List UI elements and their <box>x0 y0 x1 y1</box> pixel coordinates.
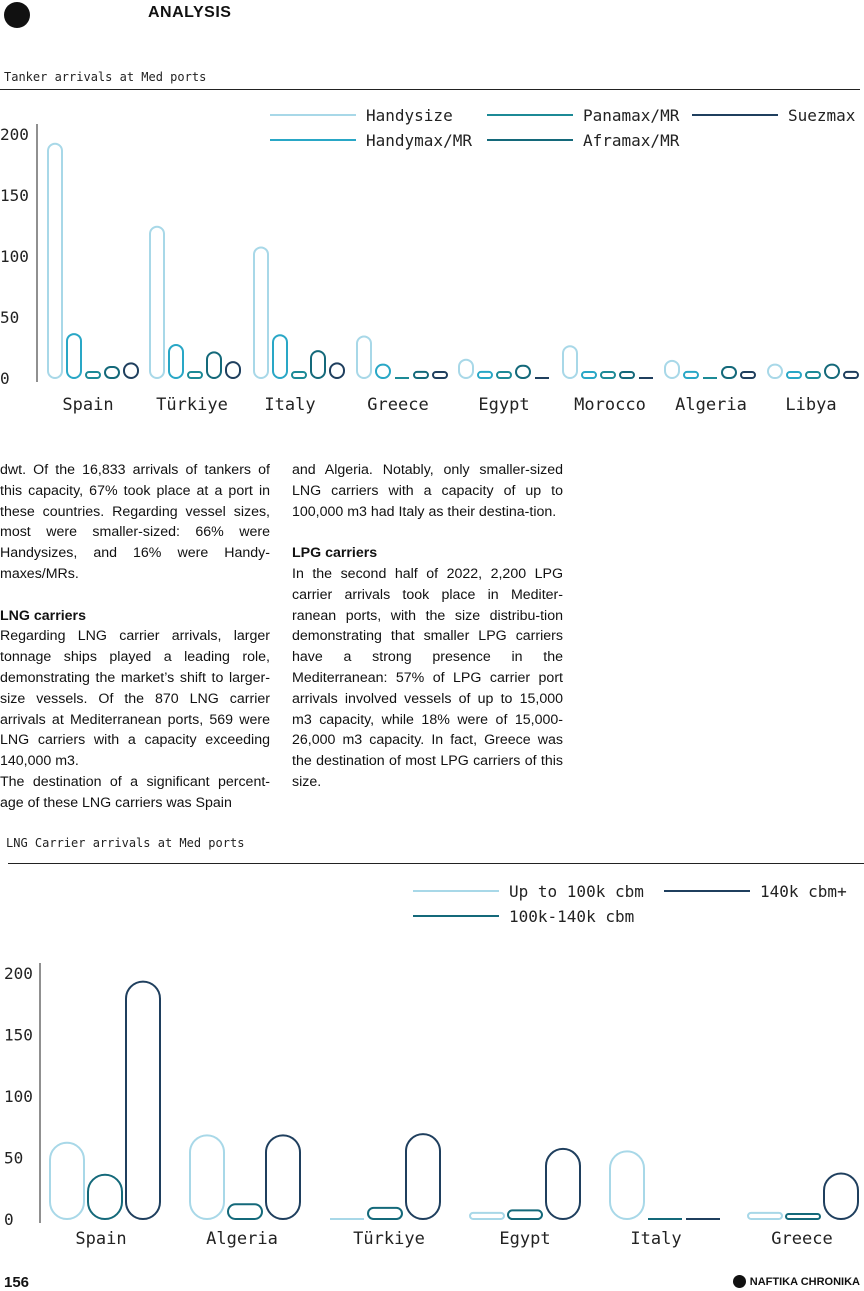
x-category-label: Türkiye <box>353 1229 425 1249</box>
bar-algeria-140k-cbm <box>266 1135 300 1219</box>
y-tick-label: 0 <box>0 369 10 388</box>
paragraph: In the second half of 2022, 2,200 LPG carrier arrivals took place in Mediter-ranean ports, with the size distribu-tion demonstrating that smaller LPG carriers have a strong presence in the Mediterranean: 57% of LPG carrier port arrivals involved vessels of up to 15,000 m3 capacity, while 18% were of 15,000-26,000 m3 capacity. In fact, Greece was the destination of most LPG carriers of this size. <box>292 565 563 790</box>
bar-greece-aframax-mr <box>414 372 428 378</box>
legend-label-up-to-100k-cbm: Up to 100k cbm <box>509 882 644 901</box>
bar-t-rkiye-panamax-mr <box>188 372 202 378</box>
y-tick-label: 100 <box>4 1087 33 1106</box>
x-category-label: Libya <box>785 395 837 415</box>
y-tick-label: 50 <box>0 308 20 327</box>
bar-algeria-handysize <box>665 361 679 378</box>
bar-spain-handysize <box>48 144 62 378</box>
x-category-label: Morocco <box>574 395 646 415</box>
lng-chart <box>0 868 864 1258</box>
bar-spain-aframax-mr <box>105 367 119 378</box>
legend-label-100k-140k-cbm: 100k-140k cbm <box>509 907 635 926</box>
legend-label-140k-cbm: 140k cbm+ <box>760 882 847 901</box>
publication-logo-icon <box>4 2 30 28</box>
bar-greece-handysize <box>357 337 371 378</box>
bar-algeria-100k-140k-cbm <box>228 1204 262 1219</box>
bar-greece-140k-cbm <box>824 1173 858 1219</box>
page-number: 156 <box>4 1274 30 1291</box>
x-category-label: Italy <box>630 1229 682 1249</box>
bar-egypt-handysize <box>459 360 473 378</box>
bar-libya-suezmax <box>844 372 858 378</box>
bar-algeria-handymax-mr <box>684 372 698 378</box>
bar-italy-handysize <box>254 247 268 378</box>
y-tick-label: 50 <box>4 1148 24 1168</box>
bar-greece-100k-140k-cbm <box>786 1214 820 1219</box>
tanker-chart-rule <box>0 89 860 90</box>
bar-greece-suezmax <box>433 372 447 378</box>
subheading: LPG carriers <box>292 545 378 562</box>
bar-morocco-panamax-mr <box>601 372 615 378</box>
bar-egypt-aframax-mr <box>516 366 530 378</box>
bar-italy-up-to-100k-cbm <box>610 1151 644 1219</box>
bar-algeria-aframax-mr <box>722 367 736 378</box>
bar-spain-100k-140k-cbm <box>88 1175 122 1219</box>
bar-egypt-up-to-100k-cbm <box>470 1213 504 1219</box>
bar-t-rkiye-handymax-mr <box>169 345 183 378</box>
bar-t-rkiye-aframax-mr <box>207 352 221 378</box>
y-tick-label: 200 <box>0 125 29 144</box>
y-tick-label: 200 <box>4 964 33 983</box>
bar-egypt-100k-140k-cbm <box>508 1210 542 1219</box>
lng-chart-title: LNG Carrier arrivals at Med ports <box>6 836 245 850</box>
bar-greece-handymax-mr <box>376 365 390 378</box>
paragraph: The destination of a significant percent-age of these LNG carriers was Spain <box>0 773 270 811</box>
x-category-label: Greece <box>367 395 429 415</box>
bar-italy-panamax-mr <box>292 372 306 378</box>
x-category-label: Egypt <box>499 1229 551 1249</box>
bar-italy-aframax-mr <box>311 351 325 378</box>
bar-egypt-handymax-mr <box>478 372 492 378</box>
paragraph: dwt. Of the 16,833 arrivals of tankers of this capacity, 67% took place at a port in these countries. Regarding vessel sizes, most were smaller-sized: 66% were Handysizes, and 16% were Handy-maxes/MRs. <box>0 462 270 582</box>
tanker-chart-title: Tanker arrivals at Med ports <box>4 70 207 84</box>
bar-libya-panamax-mr <box>806 372 820 378</box>
legend-label-handymax-mr: Handymax/MR <box>366 131 472 150</box>
x-category-label: Spain <box>62 395 114 415</box>
bar-algeria-up-to-100k-cbm <box>190 1135 224 1219</box>
lng-chart-rule <box>8 863 864 864</box>
legend-label-suezmax: Suezmax <box>788 106 856 125</box>
bar-libya-handymax-mr <box>787 372 801 378</box>
section-title: ANALYSIS <box>148 4 232 21</box>
bar-spain-up-to-100k-cbm <box>50 1143 84 1219</box>
bar-t-rkiye-100k-140k-cbm <box>368 1208 402 1219</box>
bar-t-rkiye-140k-cbm <box>406 1134 440 1219</box>
y-tick-label: 100 <box>0 247 29 266</box>
bar-egypt-panamax-mr <box>497 372 511 378</box>
bar-algeria-suezmax <box>741 372 755 378</box>
brand-footer <box>733 1275 860 1288</box>
bar-morocco-handysize <box>563 346 577 378</box>
bar-spain-handymax-mr <box>67 334 81 378</box>
x-category-label: Algeria <box>206 1229 278 1249</box>
bar-morocco-aframax-mr <box>620 372 634 378</box>
bar-t-rkiye-suezmax <box>226 362 240 378</box>
bar-spain-140k-cbm <box>126 982 160 1219</box>
x-category-label: Greece <box>771 1229 833 1249</box>
paragraph: and Algeria. Notably, only smaller-sized LNG carriers with a capacity of up to 100,000 m3 had Italy as their destina-tion. <box>292 462 563 520</box>
brand-name: NAFTIKA CHRONIKA <box>749 1275 860 1288</box>
paragraph: Regarding LNG carrier arrivals, larger tonnage ships played a leading role, demonstrating the market’s shift to larger-size vessels. Of the 870 LNG carrier arrivals at Mediterranean ports, 569 were LNG carriers with a capacity exceeding 140,000 m3. <box>0 628 270 770</box>
bar-italy-handymax-mr <box>273 335 287 378</box>
legend-label-panamax-mr: Panamax/MR <box>583 106 680 125</box>
bar-libya-aframax-mr <box>825 365 839 378</box>
subheading: LNG carriers <box>0 607 86 624</box>
bar-spain-panamax-mr <box>86 372 100 378</box>
x-category-label: Türkiye <box>156 395 228 415</box>
bar-libya-handysize <box>768 365 782 378</box>
x-category-label: Spain <box>75 1229 127 1249</box>
bar-egypt-140k-cbm <box>546 1149 580 1219</box>
text-column-1 <box>0 460 270 814</box>
y-tick-label: 0 <box>4 1210 14 1229</box>
legend-label-aframax-mr: Aframax/MR <box>583 131 680 150</box>
bar-spain-suezmax <box>124 363 138 378</box>
legend-label-handysize: Handysize <box>366 106 453 125</box>
text-column-2 <box>292 460 563 793</box>
x-category-label: Italy <box>264 395 316 415</box>
brand-logo-icon <box>733 1275 746 1288</box>
bar-t-rkiye-handysize <box>150 227 164 378</box>
bar-morocco-handymax-mr <box>582 372 596 378</box>
x-category-label: Egypt <box>478 395 530 415</box>
bar-italy-suezmax <box>330 363 344 378</box>
tanker-chart <box>0 95 864 425</box>
y-tick-label: 150 <box>0 186 29 205</box>
y-tick-label: 150 <box>4 1025 33 1045</box>
bar-greece-up-to-100k-cbm <box>748 1213 782 1219</box>
x-category-label: Algeria <box>675 395 747 415</box>
